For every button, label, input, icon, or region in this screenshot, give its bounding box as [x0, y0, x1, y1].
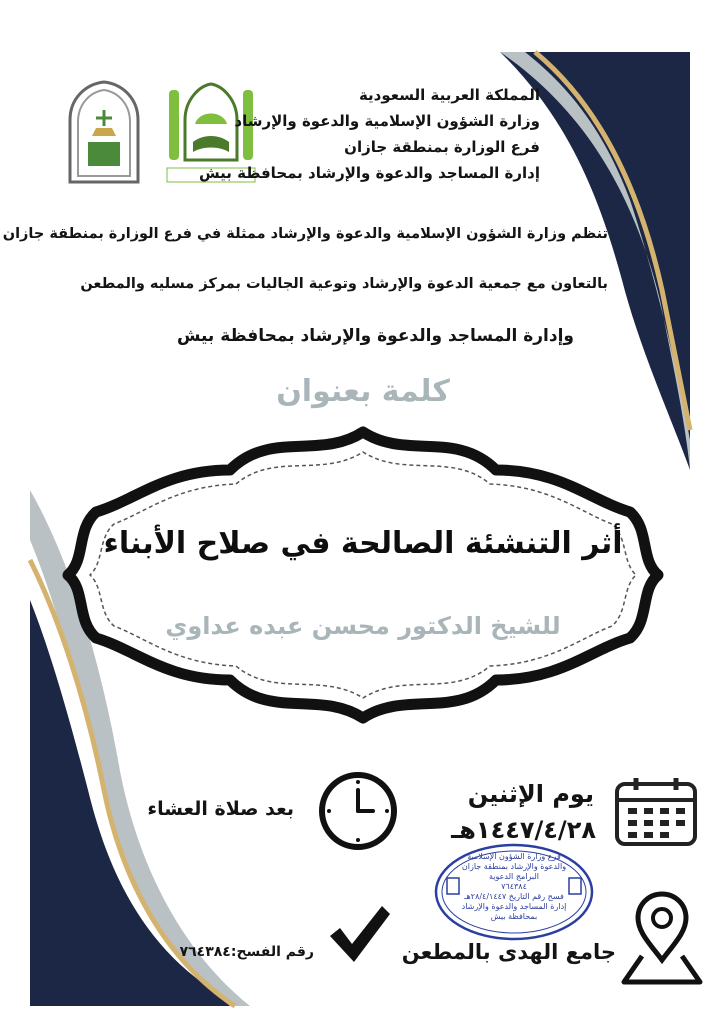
event-date: ١٤٤٧/٤/٢٨هـ [451, 816, 596, 844]
title-banner-frame [68, 432, 658, 718]
stamp-line-5-label: فسح رقم [532, 892, 564, 901]
event-location: جامع الهدى بالمطعن [401, 940, 616, 964]
calendar-icon [614, 776, 698, 848]
intro-line-3: وإدارة المساجد والدعوة والإرشاد بمحافظة بيش [176, 326, 574, 346]
event-time: بعد صلاة العشاء [147, 798, 294, 820]
permit-label: رقم الفسح: [230, 944, 314, 960]
mosque-logo-icon [66, 80, 142, 184]
lecture-title: أثر التنشئة الصالحة في صلاح الأبناء [103, 526, 623, 561]
header-line-kingdom: المملكة العربية السعودية [358, 86, 540, 104]
stamp-line-7: بمحافظة بيش [490, 912, 538, 921]
intro-line-1: تنظم وزارة الشؤون الإسلامية والدعوة والإرشاد ممثلة في فرع الوزارة بمنطقة جازان [2, 226, 608, 242]
stamp-line-5-date: التاريخ ٢٨/٤/١٤٤٧هـ [464, 892, 530, 901]
stamp-line-2: والدعوة والإرشاد بمنطقة جازان [461, 862, 567, 871]
checkmark-icon [326, 900, 392, 966]
stamp-line-1: فرع وزارة الشؤون الإسلامية [467, 852, 561, 861]
header-line-department: إدارة المساجد والدعوة والإرشاد بمحافظة بيش [198, 164, 540, 182]
stamp-text [433, 852, 595, 922]
header-line-ministry: وزارة الشؤون الإسلامية والدعوة والإرشاد [234, 112, 540, 130]
clock-icon [317, 770, 399, 852]
permit-number: ٧٦٤٣٨٤ [179, 944, 231, 960]
stamp-line-4: ٧٦٤٣٨٤ [501, 882, 527, 891]
lecture-speaker: للشيخ الدكتور محسن عبده عداوي [165, 612, 561, 640]
event-day: يوم الإثنين [467, 780, 594, 808]
header-line-branch: فرع الوزارة بمنطقة جازان [344, 138, 540, 156]
stamp-line-5 [433, 892, 595, 902]
lecture-kicker: كلمة بعنوان [276, 374, 450, 409]
stamp-line-6: إدارة المساجد والدعوة والإرشاد [461, 902, 567, 911]
permit-line [180, 944, 314, 960]
stamp-line-3: البرامج الدعوية [489, 872, 539, 881]
intro-line-2: بالتعاون مع جمعية الدعوة والإرشاد وتوعية الجاليات بمركز مسليه والمطعن [80, 276, 608, 292]
location-pin-icon [620, 890, 704, 986]
